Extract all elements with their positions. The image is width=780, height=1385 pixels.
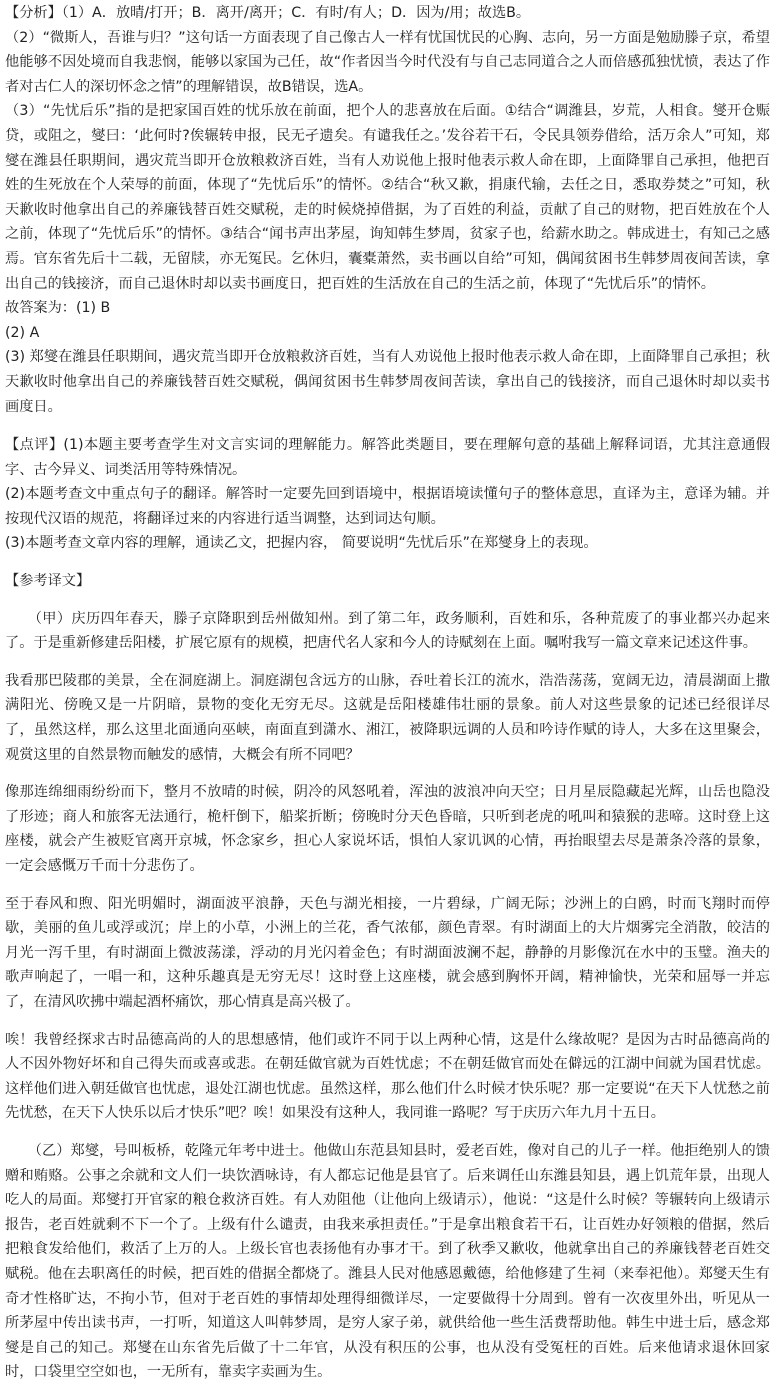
translation-jia-1: （甲）庆历四年春天，滕子京降职到岳州做知州。到了第二年，政务顺利，百姓和乐，各种荒废了的事业都兴办起来了。于是重新修建岳阳楼，扩展它原有的规模，把唐代名人家和今人的诗赋刻在上面。嘱咐我写一篇文章来记述这件事。 [5,610,770,652]
analysis-part2: （2）“微斯人，吾谁与归？”这句话一方面表现了自己像古人一样有忧国忧民的心胸、志向，另一方面是勉励滕子京，希望他能够不因处境而自我悲悯，能够以家国为己任，故“作者因当今时代没有与自己志同道合之人而倍感孤独忧愤，表达了作者对古仁人的深切怀念之情”的理解错误，故B错误，选A。 [5,29,770,95]
answer-3: (3) 郑燮在潍县任职期间，遇灾荒当即开仓放粮救济百姓，当有人劝说他上报时他表示救人命在即，上面降罪自己承担；秋天歉收时他拿出自己的养廉钱替百姓交赋税，偶闻贫困书生韩梦周夜间苦读，拿出自己的钱接济，而自己退休时却以卖书画度日。 [5,349,770,415]
comment-3: (3)本题考查文章内容的理解，通读乙文，把握内容， 简要说明“先忧后乐”在郑燮身上的表现。 [5,535,598,552]
analysis-part1: 【分析】（1）A．放晴/打开；B．离开/离开；C．有时/有人；D．因为/用；故选B。 [5,5,531,21]
translation-jia-4: 至于春风和煦、阳光明媚时，湖面波平浪静，天色与湖光相接，一片碧绿，广阔无际；沙洲上的白鸥，时而飞翔时而停歇，美丽的鱼儿或浮或沉；岸上的小草，小洲上的兰花，香气浓郁，颜色青翠。有时湖面上的大片烟雾完全消散，皎洁的月光一泻千里，有时湖面上微波荡漾，浮动的月光闪着金色；有时湖面波澜不起，静静的月影像沉在水中的玉璧。渔夫的歌声响起了，一唱一和，这种乐趣真是无穷无尽！这时登上这座楼，就会感到胸怀开阔，精神愉快，光荣和屈辱一并忘了，在清风吹拂中端起酒杯痛饮，那心情真是高兴极了。 [5,895,770,1010]
answer-heading: 故答案为：(1) B [5,300,111,317]
translation-jia-2: 我看那巴陵郡的美景，全在洞庭湖上。洞庭湖包含远方的山脉，吞吐着长江的流水，浩浩荡荡，宽阔无边，清晨湖面上撒满阳光、傍晚又是一片阴暗，景物的变化无穷无尽。这就是岳阳楼雄伟壮丽的景象。前人对这些景象的记述已经很详尽了，虽然这样，那么这里北面通向巫峡，南面直到潇水、湘江，被降职远调的人员和吟诗作赋的诗人，大多在这里聚会，观赏这里的自然景物而触发的感情，大概会有所不同吧？ [5,672,770,763]
analysis-part3: （3）“先忧后乐”指的是把家国百姓的忧乐放在前面，把个人的悲喜放在后面。①结合“调潍县，岁荒，人相食。燮开仓赈贷，或阻之，燮曰：‘此何时?俟辗转申报，民无孑遗矣。有谴我任之。’发谷若干石，令民具领券借给，活万余人”可知，郑燮在潍县任职期间，遇灾荒当即开仓放粮救济百姓，当有人劝说他上报时他表示救人命在即，上面降罪自己承担，他把百姓的生死放在个人荣辱的前面，体现了“先忧后乐”的情怀。②结合“秋又歉，捐康代输，去任之日，悉取券焚之”可知，秋天歉收时他拿出自己的养廉钱替百姓交赋税，走的时候烧掉借据，为了百姓的利益，贡献了自己的财物，把百姓放在个人之前，体现了“先忧后乐”的情怀。③结合“闻书声出茅屋，询知韩生梦周，贫家子也，给薪水助之。韩成进士，有知己之感焉。官东省先后十二载，无留牍，亦无冤民。乞休归，囊橐萧然，卖书画以自给”可知，偶闻贫困书生韩梦周夜间苦读，拿出自己的钱接济，而自己退休时却以卖书画度日，把百姓的生活放在自己的生活之前，体现了“先忧后乐”的情怀。 [5,103,770,292]
translation-jia-3: 像那连绵细雨纷纷而下，整月不放晴的时候，阴冷的风怒吼着，浑浊的波浪冲向天空；日月星辰隐藏起光辉，山岳也隐没了形迹；商人和旅客无法通行，桅杆倒下，船桨折断；傍晚时分天色昏暗，只听到老虎的吼叫和猿猴的悲啼。这时登上这座楼，就会产生被贬官离开京城，怀念家乡，担心人家说坏话，惧怕人家讥讽的心情，再抬眼望去尽是萧条冷落的景象，一定会感慨万千而十分悲伤了。 [5,784,770,874]
comment-1: 【点评】(1)本题主要考查学生对文言实词的理解能力。解答此类题目，要在理解句意的基础上解释词语，尤其注意通假字、古今异义、词类活用等特殊情况。 [5,437,770,478]
answer-2: (2) A [5,324,40,341]
translation-jia-5: 唉！我曾经探求古时品德高尚的人的思想感情，他们或许不同于以上两种心情，这是什么缘故呢？是因为古时品德高尚的人不因外物好坏和自己得失而或喜或悲。在朝廷做官就为百姓忧虑；不在朝廷做官而处在僻远的江湖中间就为国君忧虑。这样他们进入朝廷做官也忧虑，退处江湖也忧虑。虽然这样，那么他们什么时候才快乐呢？那一定要说“在天下人忧愁之前先忧愁，在天下人快乐以后才快乐”吧？唉！如果没有这种人，我同谁一路呢？写于庆历六年九月十五日。 [5,1031,770,1122]
comment-block [5,433,770,556]
answer-block [5,296,770,419]
comment-2: (2)本题考查文中重点句子的翻译。解答时一定要先回到语境中，根据语境读懂句子的整体意思，直译为主，意译为辅。并按现代汉语的规范，将翻译过来的内容进行适当调整，达到词达句顺。 [5,486,770,527]
translation-heading: 【参考译文】 [5,573,91,590]
translation-yi: （乙）郑燮，号叫板桥，乾隆元年考中进士。他做山东范县知县时，爱老百姓，像对自己的儿子一样。他拒绝别人的馈赠和贿赂。公事之余就和文人们一块饮酒咏诗，有人都忘记他是县官了。后来调任山东潍县知县，遇上饥荒年景，出现人吃人的局面。郑燮打开官家的粮仓救济百姓。有人劝阻他（让他向上级请示），他说：“这是什么时候？等辗转向上级请示报告，老百姓就剩不下一个了。上级有什么谴责，由我来承担责任。”于是拿出粮食若干石，让百姓办好领粮的借据，然后把粮食发给他们，救活了上万的人。上级长官也表扬他有办事才干。到了秋季又歉收，他就拿出自己的养廉钱替老百姓交赋税。他在去职离任的时候，把百姓的借据全都烧了。潍县人民对他感恩戴德，给他修建了生祠（来奉祀他）。郑燮天生有奇才性格旷达，不拘小节，但对于老百姓的事情却处理得细微详尽，一定要做得十分周到。曾有一次夜里外出，听见从一所茅屋中传出读书声，一打听，知道这人叫韩梦周，是穷人家子弟，就供给他一些生活费帮助他。韩生中进士后，感念郑燮是自己的知己。郑燮在山东省先后做了十二年官，从没有积压的公事，也从没有受冤枉的百姓。后来他请求退休回家时，口袋里空空如也，一无所有，靠卖字卖画为生。 [5,1142,770,1381]
